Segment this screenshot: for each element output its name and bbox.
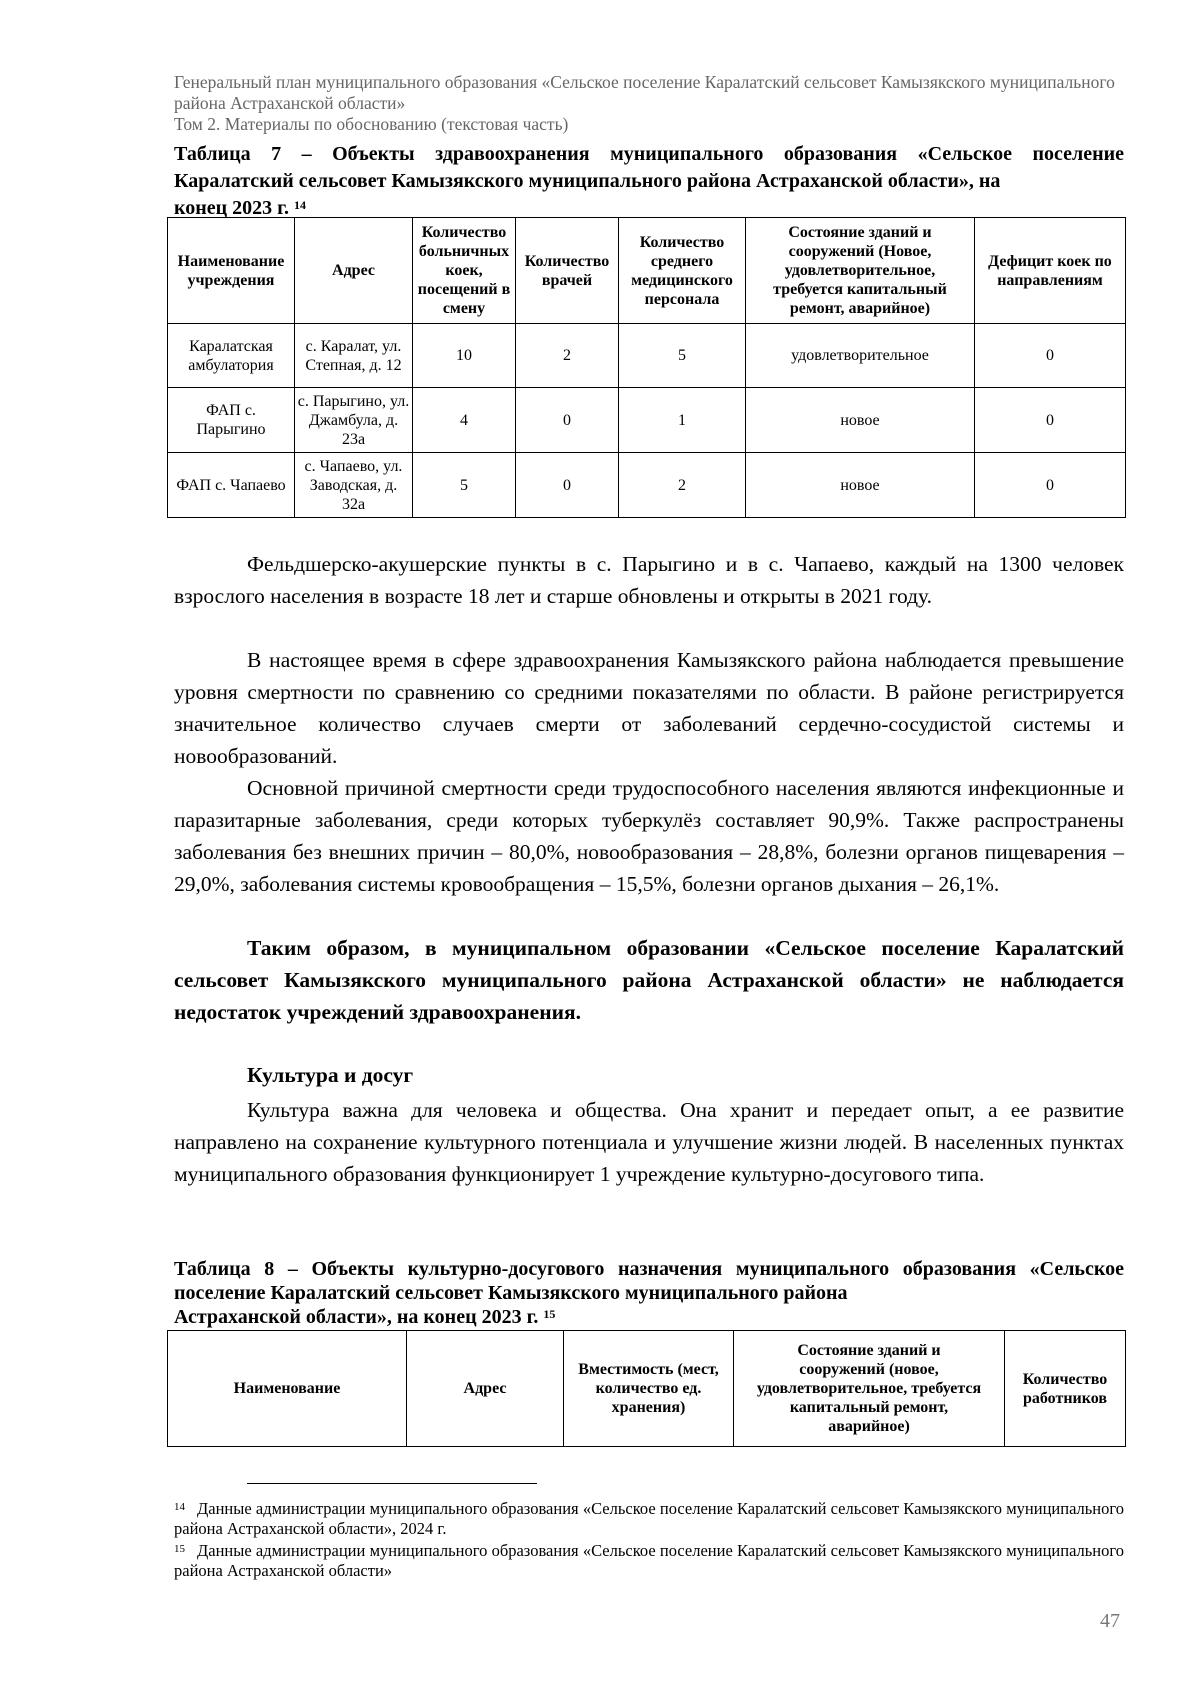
table8-header: Наименование [168,1331,407,1447]
table-row [168,388,1126,453]
table7-caption-text: Таблица 7 – Объекты здравоохранения муниципального образования «Сельское поселение Каралатский сельсовет Камызякского муниципального района Астраханской области», на [174,143,1124,192]
table-cell: 0 [516,388,619,453]
table7-healthcare [167,217,1126,518]
table7-header: Адрес [295,218,413,324]
footnote-15 [174,1541,1124,1581]
table8-header: Количество работников [1005,1331,1126,1447]
table-cell: ФАП с. Чапаево [168,453,295,518]
table8-culture [167,1330,1126,1447]
paragraph-culture: Культура важна для человека и общества. Она хранит и передает опыт, а ее развитие направлено на сохранение культурного потенциала и улучшение жизни людей. В населенных пунктах муниципального образования функционирует 1 учреждение культурно-досугового типа. [174,1098,1124,1186]
table8-header: Состояние зданий и сооружений (новое, удовлетворительное, требуется капитальный ремонт, аварийное) [734,1331,1005,1447]
footnote-14 [174,1499,1124,1539]
table-cell: 2 [619,453,746,518]
table-cell: новое [746,388,975,453]
paragraph-conclusion: Таким образом, в муниципальном образовании «Сельское поселение Каралатский сельсовет Камызякского муниципального района Астраханской области» не наблюдается недостаток учреждений здравоохранения. [174,936,1124,1024]
footnote-ref-15[interactable]: 15 [543,1307,556,1321]
table8-caption-end: Астраханской области», на конец 2023 г. [174,1306,539,1328]
footnote-text: Данные администрации муниципального образования «Сельское поселение Каралатский сельсовет Камызякского муниципального района Астраханской области», 2024 г. [174,1499,1124,1538]
table7-header: Количество больничных коек, посещений в смену [413,218,516,324]
table-cell: новое [746,453,975,518]
table8-header-row [168,1331,1126,1447]
table7-header: Количество среднего медицинского персонала [619,218,746,324]
section-title-culture: Культура и досуг [247,1063,414,1087]
table-cell: 1 [619,388,746,453]
footnote-ref-14[interactable]: 14 [294,198,307,212]
table-cell: 2 [516,324,619,388]
table-cell: 0 [516,453,619,518]
table8-header: Вместимость (мест, количество ед. хранения) [564,1331,734,1447]
table-cell: с. Каралат, ул. Степная, д. 12 [295,324,413,388]
table-cell: Каралатская амбулатория [168,324,295,388]
page-number: 47 [1100,1610,1120,1632]
table7-caption-end: конец 2023 г. [174,197,290,219]
table-cell: 0 [975,453,1126,518]
table7-header: Состояние зданий и сооружений (Новое, удовлетворительное, требуется капитальный ремонт, аварийное) [746,218,975,324]
paragraph-mortality: В настоящее время в сфере здравоохранения Камызякского района наблюдается превышение уровня смертности по сравнению со средними показателями по области. В районе регистрируется значительное количество случаев смерти от заболеваний сердечно-сосудистой системы и новообразований. [174,648,1124,768]
table-cell: ФАП с. Парыгино [168,388,295,453]
table7-header-row [168,218,1126,324]
footnote-number: 15 [174,1543,185,1555]
table-cell: 0 [975,388,1126,453]
table8-caption-text: Таблица 8 – Объекты культурно-досугового назначения муниципального образования «Сельское поселение Каралатский сельсовет Камызякского муниципального района [174,1258,1124,1304]
table-row [168,324,1126,388]
table-cell: 4 [413,388,516,453]
table8-caption [174,1257,1124,1329]
table-cell: 5 [413,453,516,518]
running-header-volume: Том 2. Материалы по обоснованию (текстовая часть) [174,114,569,134]
table7-caption [174,141,1124,222]
footnote-number: 14 [174,1501,185,1513]
table8-header: Адрес [407,1331,564,1447]
footnote-separator [247,1483,537,1484]
footnote-text: Данные администрации муниципального образования «Сельское поселение Каралатский сельсовет Камызякского муниципального района Астраханской области» [174,1541,1124,1580]
table-cell: 0 [975,324,1126,388]
table-row [168,453,1126,518]
table7-header: Дефицит коек по направлениям [975,218,1126,324]
running-header-title: Генеральный план муниципального образования «Сельское поселение Каралатский сельсовет Камызякского муниципального района Астраханской области» [174,72,1115,113]
table7-header: Наименование учреждения [168,218,295,324]
table-cell: удовлетворительное [746,324,975,388]
table-cell: 5 [619,324,746,388]
paragraph-fap: Фельдшерско-акушерские пункты в с. Парыгино и в с. Чапаево, каждый на 1300 человек взрослого населения в возрасте 18 лет и старше обновлены и открыты в 2021 году. [174,552,1124,608]
paragraph-causes: Основной причиной смертности среди трудоспособного населения являются инфекционные и паразитарные заболевания, среди которых туберкулёз составляет 90,9%. Также распространены заболевания без внешних причин – 80,0%, новообразования – 28,8%, болезни органов пищеварения – 29,0%, заболевания системы кровообращения – 15,5%, болезни органов дыхания – 26,1%. [174,776,1124,896]
table-cell: 10 [413,324,516,388]
table7-header: Количество врачей [516,218,619,324]
table-cell: с. Чапаево, ул. Заводская, д. 32а [295,453,413,518]
table-cell: с. Парыгино, ул. Джамбула, д. 23а [295,388,413,453]
